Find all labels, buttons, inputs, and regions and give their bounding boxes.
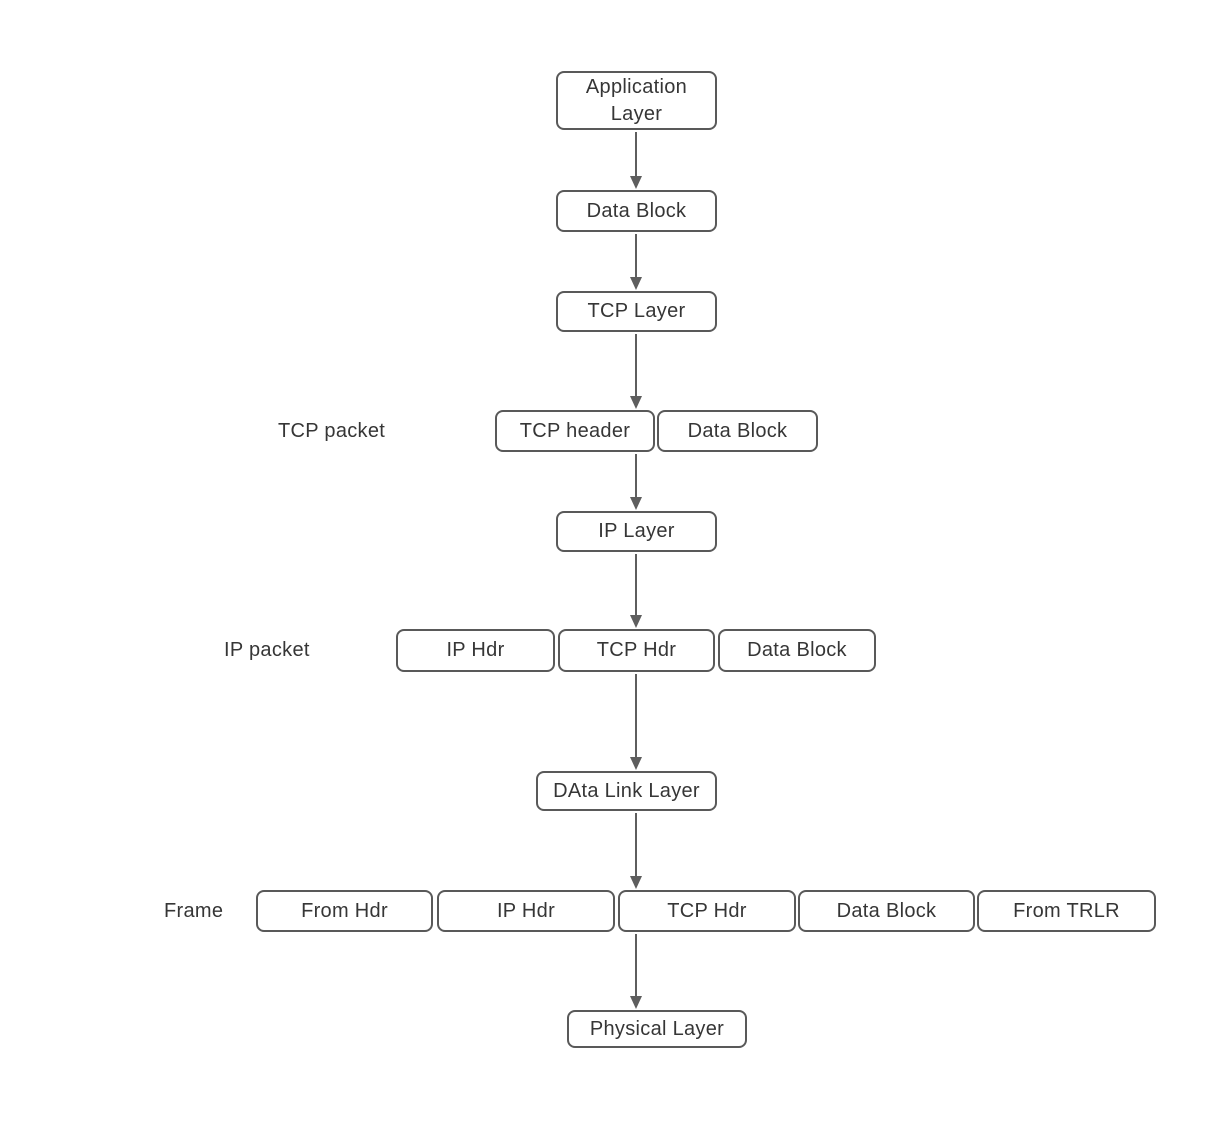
arrow-shaft [635,813,637,877]
arrowhead-down-icon [630,876,642,889]
node-data-block: Data Block [657,410,818,452]
arrowhead-down-icon [630,396,642,409]
node-tcp-hdr: TCP Hdr [558,629,715,672]
node-from-trlr: From TRLR [977,890,1156,932]
arrow-application-to-datablock-icon [630,132,642,189]
arrow-shaft [635,454,637,498]
node-tcp-hdr: TCP Hdr [618,890,796,932]
row-label-frame: Frame [164,899,224,922]
arrowhead-down-icon [630,277,642,290]
node-tcp-header: TCP header [495,410,655,452]
row-label-ip-packet: IP packet [224,639,310,661]
arrow-shaft [635,334,637,397]
node-physical-layer: Physical Layer [567,1010,747,1048]
arrow-shaft [635,934,637,997]
arrowhead-down-icon [630,615,642,628]
arrowhead-down-icon [630,497,642,510]
arrow-iplayer-to-ippacket-icon [630,554,642,628]
node-ip-hdr: IP Hdr [396,629,555,672]
arrowhead-down-icon [630,176,642,189]
arrow-ippacket-to-datalink-icon [630,674,642,770]
arrow-frame-to-physical-icon [630,934,642,1009]
arrow-datalink-to-frame-icon [630,813,642,889]
arrow-shaft [635,234,637,278]
row-label-tcp-packet: TCP packet [278,419,386,442]
node-ip-layer: IP Layer [556,511,717,552]
arrow-datablock-to-tcplayer-icon [630,234,642,290]
node-data-block: Data Block [718,629,876,672]
arrowhead-down-icon [630,757,642,770]
node-data-block: Data Block [798,890,975,932]
node-ip-hdr: IP Hdr [437,890,615,932]
node-tcp-layer: TCP Layer [556,291,717,332]
arrow-shaft [635,132,637,177]
node-data-link-layer: DAta Link Layer [536,771,717,811]
node-from-hdr: From Hdr [256,890,433,932]
arrow-tcplayer-to-tcppacket-icon [630,334,642,409]
arrowhead-down-icon [630,996,642,1009]
arrow-shaft [635,554,637,616]
arrow-tcppacket-to-iplayer-icon [630,454,642,510]
node-data-block: Data Block [556,190,717,232]
node-application-layer: Application Layer [556,71,717,130]
arrow-shaft [635,674,637,758]
